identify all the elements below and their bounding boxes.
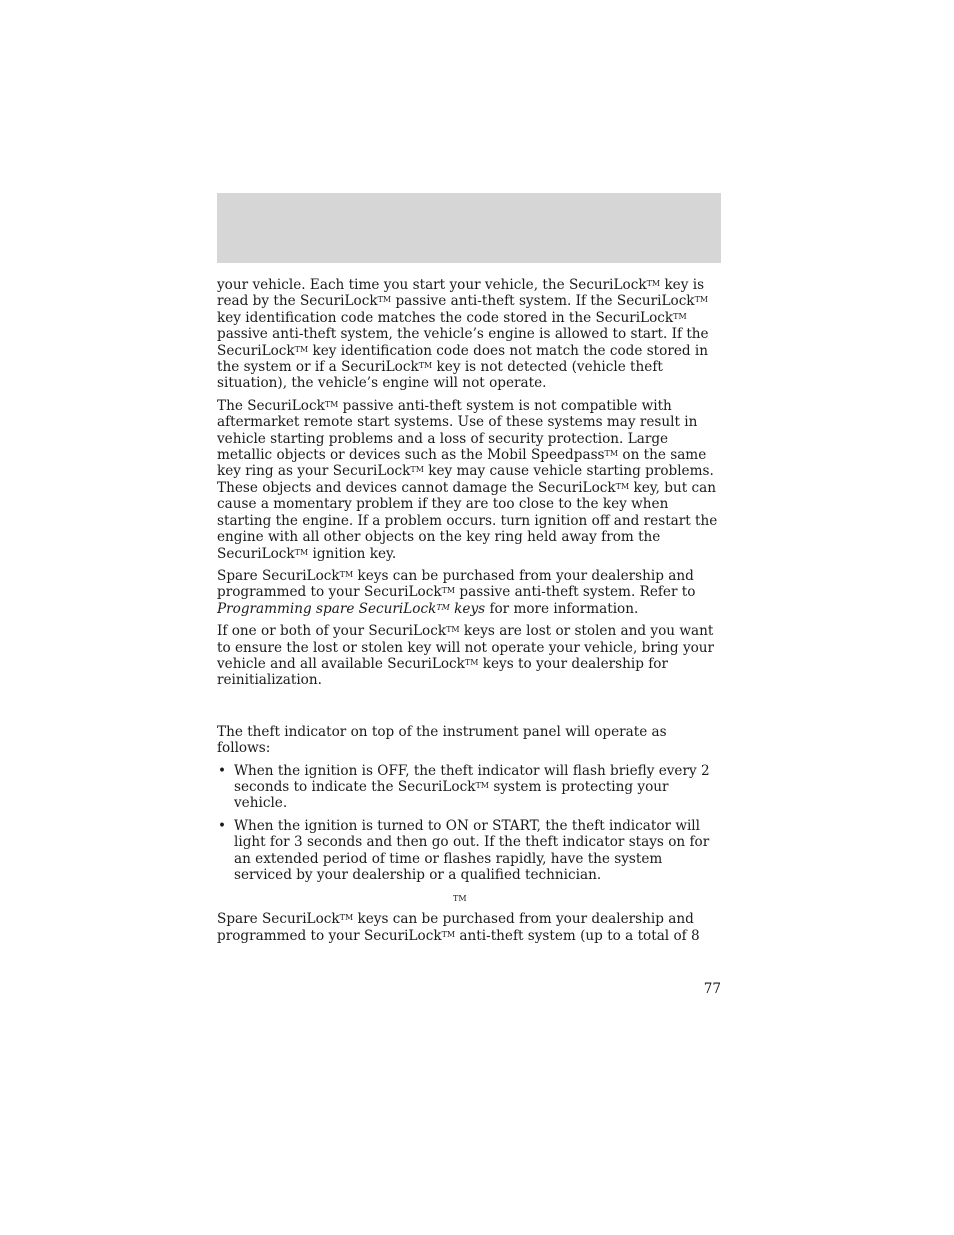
trademark-mark: TM — [446, 625, 460, 635]
trademark-mark: TM — [646, 279, 661, 288]
text-run: key identification code does not match the code stored in the system or if a SecuriLock — [217, 342, 708, 376]
trademark-mark: TM — [324, 399, 339, 409]
trademark-mark: TM — [294, 547, 309, 557]
text-run: on the same key ring as your SecuriLock — [217, 447, 707, 480]
trademark-mark: TM — [441, 586, 456, 596]
trademark-mark: TM — [418, 361, 433, 371]
paragraph-theft-indicator — [217, 724, 721, 757]
list-item — [217, 763, 721, 812]
trademark-mark: TM — [694, 295, 709, 305]
text-run: system is protecting your vehicle. — [234, 778, 669, 812]
heading-space-with-trademark — [217, 889, 721, 911]
text-run: anti-theft system (up to a total of 8 — [455, 927, 700, 944]
text-run: for more information. — [485, 600, 639, 617]
text-run: Spare SecuriLock — [217, 911, 340, 928]
text-run: When the ignition is turned to ON or START, the theft indicator will light for 3 seconds and then go out. If the theft indicator stays on for an extended period of time or flashes rapidly, have the system serviced by your dealership or a qualified technician. — [234, 817, 710, 883]
text-run: passive anti-theft system, the vehicle’s engine is allowed to start. If the SecuriLock — [217, 326, 709, 359]
text-run: passive anti-theft system is not compatible with aftermarket remote start systems. Use of these systems may result in vehicle starting problems and a loss of security protection. Large metallic objects or devices such as the Mobil Speedpass — [217, 397, 698, 464]
trademark-mark: TM — [436, 602, 450, 612]
text-run: key is not detected (vehicle theft situation), the vehicle’s engine will not operate. — [217, 359, 663, 392]
text-run: keys can be purchased from your dealership and programmed to your SecuriLock — [217, 911, 694, 944]
text-run: key may cause vehicle starting problems. These objects and devices cannot damage the SecuriLock — [217, 463, 714, 496]
text-run: your vehicle. Each time you start your vehicle, the SecuriLock — [217, 277, 647, 293]
text-run: When the ignition is OFF, the theft indicator will flash briefly every 2 seconds to indicate the SecuriLock — [234, 762, 710, 795]
paragraph-spare-keys — [217, 568, 721, 617]
paragraph-key-operation — [217, 277, 721, 392]
text-run: keys to your dealership for reinitialization. — [217, 655, 668, 689]
trademark-mark: TM — [410, 465, 424, 475]
trademark-mark: TM — [464, 657, 479, 667]
trademark-mark: TM — [475, 780, 489, 790]
cross-reference — [217, 601, 485, 617]
trademark-mark: TM — [339, 913, 354, 923]
text-run: Programming spare SecuriLock — [217, 600, 437, 617]
text-run: The SecuriLock — [217, 397, 325, 414]
text-run: keys are lost or stolen and you want to ensure the lost or stolen key will not operate your vehicle, bring your vehicle and all available SecuriLock — [217, 623, 715, 672]
trademark-mark: TM — [441, 929, 456, 939]
paragraph-spare-keys-programming — [217, 911, 721, 944]
text-run: key is read by the SecuriLock — [217, 277, 705, 310]
trademark-mark: TM — [377, 295, 392, 305]
text-run: key identification code matches the code stored in the SecuriLock — [217, 309, 674, 326]
text-run: key, but can cause a momentary problem if they are too close to the key when starting the engine. If a problem occurs. turn ignition off and restart the engine with all other objects on the key ring held away from the SecuriLock — [217, 479, 718, 562]
paragraph-compatibility — [217, 398, 721, 562]
bullet-mark: • — [218, 817, 227, 834]
paragraph-lost-keys — [217, 623, 721, 689]
list-item — [217, 818, 721, 884]
text-run: The theft indicator on top of the instrument panel will operate as follows: — [217, 723, 667, 757]
trademark-mark: TM — [673, 311, 687, 321]
trademark-mark: TM — [615, 481, 630, 491]
heading-space — [217, 695, 721, 724]
text-run: If one or both of your SecuriLock — [217, 623, 447, 640]
trademark-mark: TM — [453, 894, 467, 904]
page-body — [217, 277, 721, 950]
text-run: Spare SecuriLock — [217, 567, 340, 584]
trademark-mark: TM — [294, 344, 309, 354]
text-run: passive anti-theft system. If the SecuriLock — [391, 293, 695, 310]
theft-indicator-list — [217, 763, 721, 884]
trademark-mark: TM — [339, 569, 354, 579]
text-run: ignition key. — [308, 545, 397, 562]
trademark-mark: TM — [604, 449, 619, 459]
bullet-mark: • — [218, 762, 227, 779]
text-run: keys — [449, 600, 486, 617]
text-run: keys can be purchased from your dealership and programmed to your SecuriLock — [217, 567, 694, 601]
text-run: passive anti-theft system. Refer to — [455, 584, 696, 601]
page-number: 77 — [703, 981, 721, 997]
section-header-band — [217, 193, 721, 263]
